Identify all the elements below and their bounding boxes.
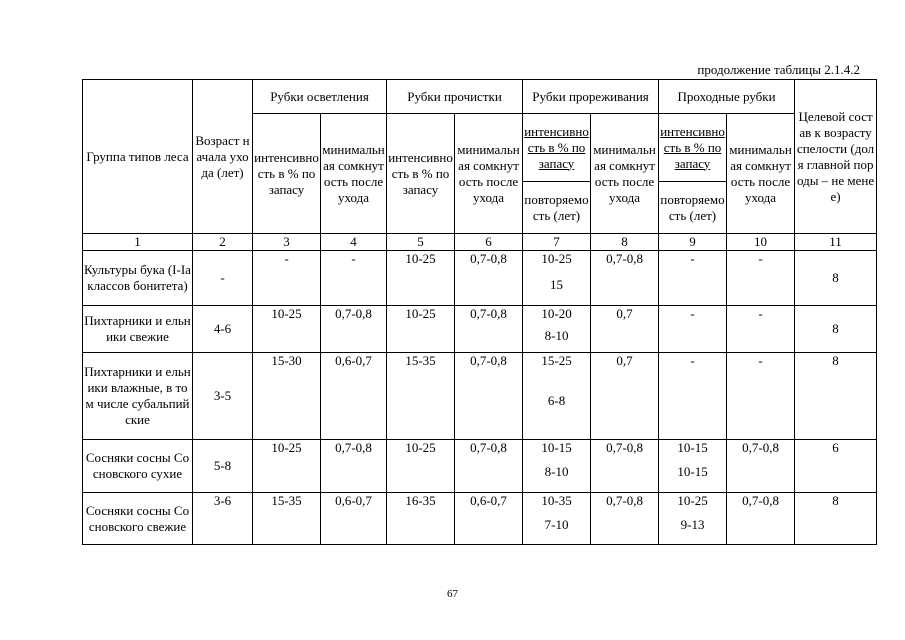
cell-value: 10-15 — [677, 440, 708, 455]
cell-prorezh-minsomk: 0,7-0,8 — [591, 440, 659, 493]
cell-value: 7-10 — [544, 517, 569, 532]
header-prohodnye: Проходные рубки — [659, 80, 795, 114]
header-proch-minsomk: минимальная сомкнутость после ухода — [455, 114, 523, 234]
header-proch-intens: интенсивность в % по запасу — [387, 114, 455, 234]
cell-prohod-minsomk: 0,7-0,8 — [727, 440, 795, 493]
cell-prorezh-intens — [523, 251, 591, 306]
header-prohod-minsomk: минимальная сомкнутость после ухода — [727, 114, 795, 234]
cell-prorezh-minsomk: 0,7 — [591, 306, 659, 353]
cell-value: 15-25 — [541, 353, 572, 368]
cell-osv-intens: 10-25 — [253, 440, 321, 493]
header-prorezh-minsomk: минимальная сомкнутость после ухода — [591, 114, 659, 234]
cell-proch-minsomk: 0,7-0,8 — [455, 251, 523, 306]
cell-target: 8 — [795, 353, 877, 440]
cell-proch-intens: 10-25 — [387, 440, 455, 493]
cell-age: 3-6 — [193, 493, 253, 545]
cell-group: Пихтарники и ельники влажные, в том числе субальпийские — [83, 353, 193, 440]
cell-osv-minsomk: - — [321, 251, 387, 306]
cell-proch-intens: 10-25 — [387, 306, 455, 353]
page-number: 67 — [447, 588, 458, 600]
col-number: 5 — [387, 234, 455, 251]
cell-prohod-intens — [659, 440, 727, 493]
cell-value: 10-20 — [541, 306, 572, 321]
header-prochistka: Рубки прочистки — [387, 80, 523, 114]
col-number: 11 — [795, 234, 877, 251]
cell-value: - — [690, 251, 695, 266]
cell-value: 15 — [550, 277, 564, 292]
cell-age: 3-5 — [193, 353, 253, 440]
cell-value: - — [690, 353, 695, 368]
cell-age: 4-6 — [193, 306, 253, 353]
cell-group: Сосняки сосны Сосновского сухие — [83, 440, 193, 493]
cell-prohod-minsomk: - — [727, 353, 795, 440]
cell-proch-intens: 16-35 — [387, 493, 455, 545]
header-target: Целевой состав к возрасту спелости (доля главной породы – не менее) — [795, 80, 877, 234]
cell-value: 10-25 — [541, 251, 572, 266]
table-row — [83, 493, 877, 545]
forest-care-table — [82, 79, 877, 545]
cell-osv-intens: 10-25 — [253, 306, 321, 353]
col-number: 6 — [455, 234, 523, 251]
header-prohod-intens: интенсивность в % по запасу — [659, 114, 727, 182]
col-number: 10 — [727, 234, 795, 251]
cell-group: Пихтарники и ельники свежие — [83, 306, 193, 353]
cell-osv-minsomk: 0,6-0,7 — [321, 353, 387, 440]
header-prorezh-intens: интенсивность в % по запасу — [523, 114, 591, 182]
cell-proch-minsomk: 0,7-0,8 — [455, 440, 523, 493]
cell-target: 8 — [795, 493, 877, 545]
header-osv-minsomk: минимальная сомкнутость после ухода — [321, 114, 387, 234]
cell-prohod-intens — [659, 493, 727, 545]
table-row — [83, 440, 877, 493]
header-prohod-povt: повторяемость (лет) — [659, 182, 727, 234]
cell-prohod-minsomk: 0,7-0,8 — [727, 493, 795, 545]
table-row — [83, 353, 877, 440]
cell-proch-minsomk: 0,7-0,8 — [455, 306, 523, 353]
cell-value: 10-35 — [541, 493, 572, 508]
cell-value: 6-8 — [547, 393, 566, 408]
cell-prorezh-intens — [523, 306, 591, 353]
header-group: Группа типов леса — [83, 80, 193, 234]
table-row — [83, 251, 877, 306]
cell-prorezh-intens — [523, 440, 591, 493]
cell-osv-minsomk: 0,6-0,7 — [321, 493, 387, 545]
cell-prohod-intens — [659, 251, 727, 306]
cell-osv-intens: - — [253, 251, 321, 306]
cell-prorezh-intens — [523, 353, 591, 440]
cell-target: 8 — [795, 306, 877, 353]
header-osvetlenie: Рубки осветления — [253, 80, 387, 114]
table-row — [83, 306, 877, 353]
cell-group: Культуры бука (I-Ia классов бонитета) — [83, 251, 193, 306]
cell-proch-intens: 15-35 — [387, 353, 455, 440]
cell-prorezh-intens — [523, 493, 591, 545]
col-number: 9 — [659, 234, 727, 251]
header-osv-intens: интенсивность в % по запасу — [253, 114, 321, 234]
header-prorezhivanie: Рубки прореживания — [523, 80, 659, 114]
column-number-row — [83, 234, 877, 251]
cell-proch-intens: 10-25 — [387, 251, 455, 306]
col-number: 1 — [83, 234, 193, 251]
col-number: 2 — [193, 234, 253, 251]
cell-proch-minsomk: 0,6-0,7 — [455, 493, 523, 545]
col-number: 3 — [253, 234, 321, 251]
cell-prohod-intens — [659, 306, 727, 353]
cell-osv-minsomk: 0,7-0,8 — [321, 440, 387, 493]
cell-value: 10-25 — [677, 493, 708, 508]
cell-prorezh-minsomk: 0,7-0,8 — [591, 493, 659, 545]
cell-value: 10-15 — [541, 440, 572, 455]
cell-value: 8-10 — [544, 328, 569, 343]
header-prorezh-povt: повторяемость (лет) — [523, 182, 591, 234]
cell-proch-minsomk: 0,7-0,8 — [455, 353, 523, 440]
cell-osv-minsomk: 0,7-0,8 — [321, 306, 387, 353]
cell-prorezh-minsomk: 0,7 — [591, 353, 659, 440]
cell-age: - — [193, 251, 253, 306]
col-number: 4 — [321, 234, 387, 251]
cell-group: Сосняки сосны Сосновского свежие — [83, 493, 193, 545]
cell-osv-intens: 15-35 — [253, 493, 321, 545]
col-number: 8 — [591, 234, 659, 251]
col-number: 7 — [523, 234, 591, 251]
table-caption: продолжение таблицы 2.1.4.2 — [697, 62, 860, 77]
cell-value: 9-13 — [680, 517, 705, 532]
header-age: Возраст начала ухода (лет) — [193, 80, 253, 234]
cell-value: 8-10 — [544, 464, 569, 479]
cell-prorezh-minsomk: 0,7-0,8 — [591, 251, 659, 306]
cell-target: 8 — [795, 251, 877, 306]
cell-prohod-intens — [659, 353, 727, 440]
cell-prohod-minsomk: - — [727, 306, 795, 353]
cell-age: 5-8 — [193, 440, 253, 493]
cell-prohod-minsomk: - — [727, 251, 795, 306]
cell-target: 6 — [795, 440, 877, 493]
cell-value: 10-15 — [677, 464, 708, 479]
cell-osv-intens: 15-30 — [253, 353, 321, 440]
cell-value: - — [690, 306, 695, 321]
